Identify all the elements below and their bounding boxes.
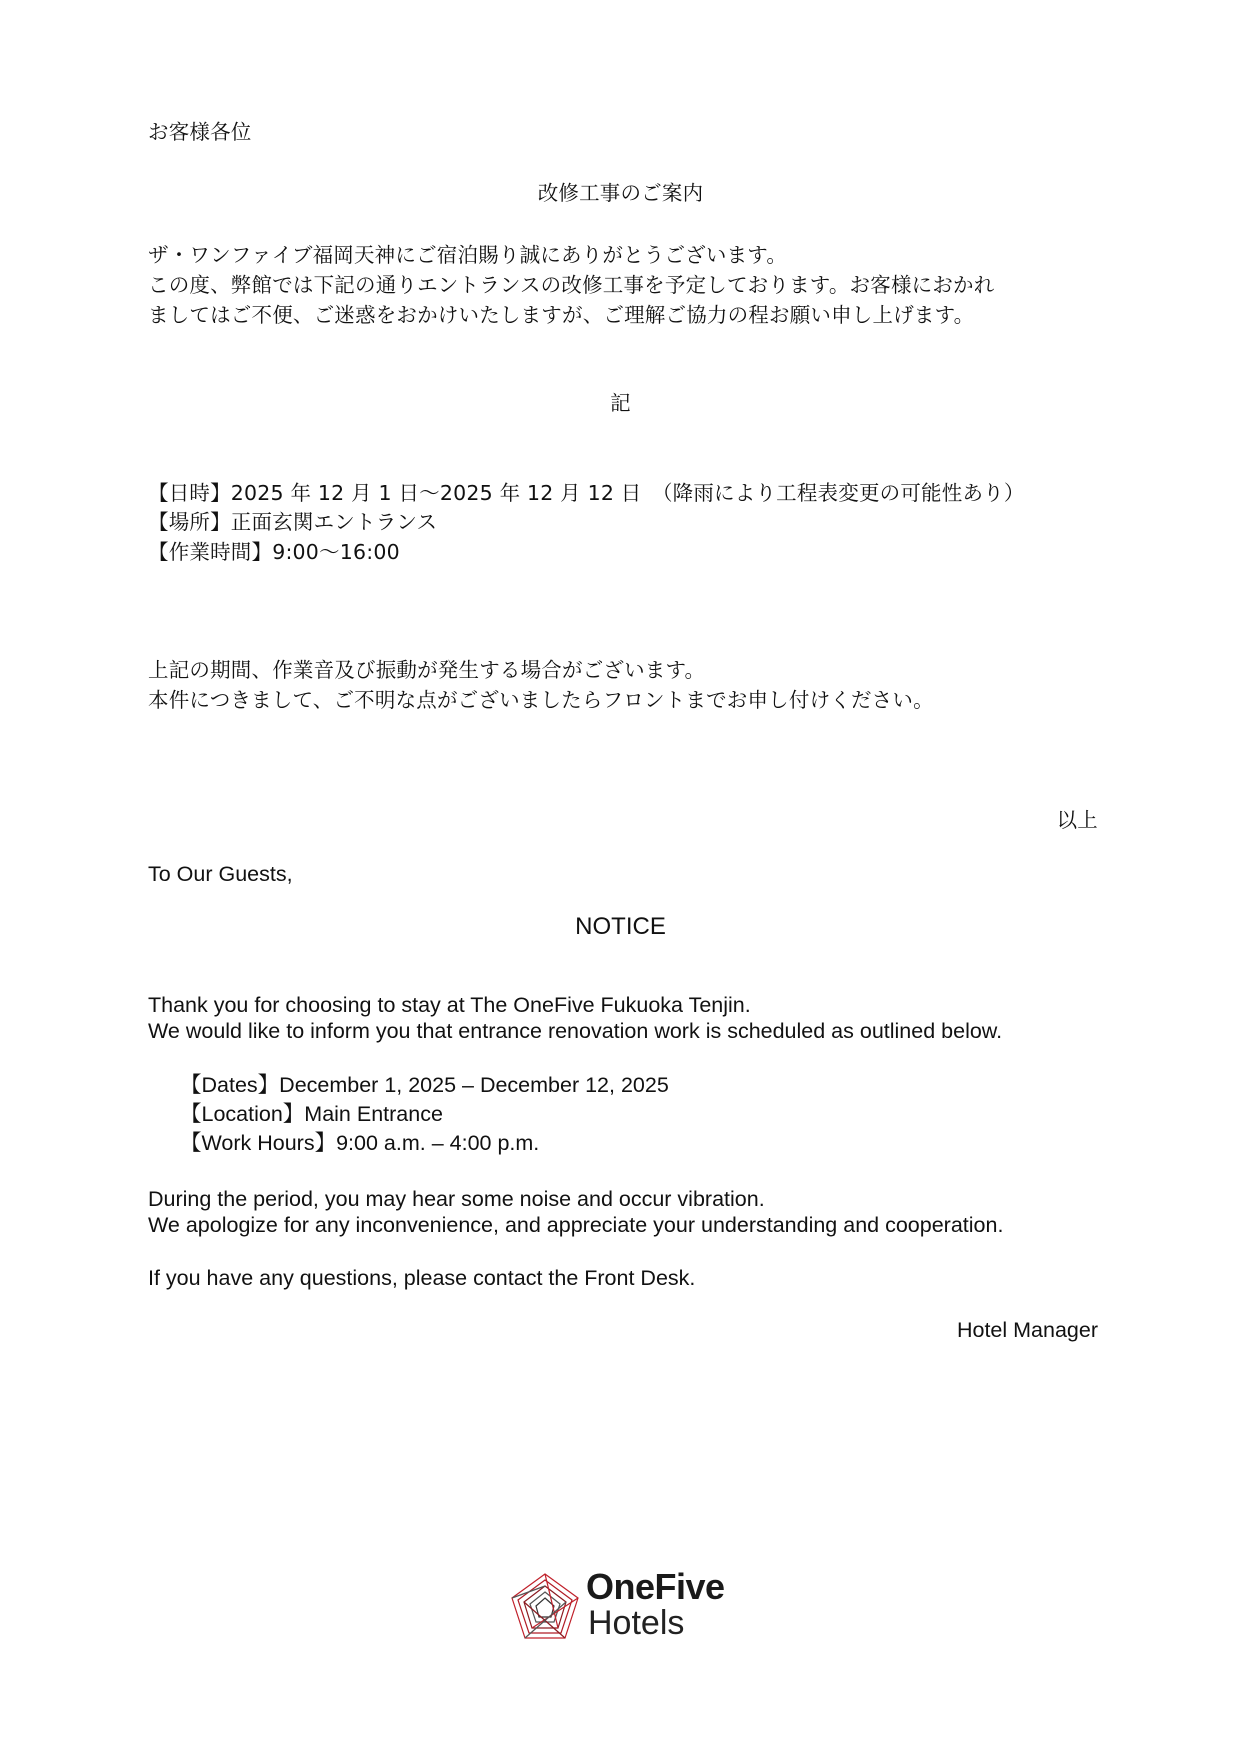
en-intro-line: We would like to inform you that entrance renovation work is scheduled as outlined below.: [148, 1019, 1003, 1043]
en-intro-line: Thank you for choosing to stay at The OneFive Fukuoka Tenjin.: [148, 993, 751, 1017]
jp-title: 改修工事のご案内: [537, 181, 704, 205]
logo-name-line1: OneFive: [586, 1566, 725, 1607]
jp-closing-line: 本件につきまして、ご不明な点がございましたらフロントまでお申し付けください。: [148, 688, 934, 712]
jp-closing-line: 上記の期間、作業音及び振動が発生する場合がございます。: [148, 658, 706, 682]
en-detail-hours: 【Work Hours】9:00 a.m. – 4:00 p.m.: [180, 1131, 540, 1155]
en-closing-line: During the period, you may hear some noise and occur vibration.: [148, 1187, 765, 1211]
logo-name-line2: Hotels: [588, 1604, 685, 1642]
en-closing-line: We apologize for any inconvenience, and appreciate your understanding and cooperation.: [148, 1213, 1004, 1237]
en-title: NOTICE: [575, 913, 666, 940]
en-detail-location: 【Location】Main Entrance: [180, 1102, 443, 1126]
jp-intro-line: ザ・ワンファイブ福岡天神にご宿泊賜り誠にありがとうございます。: [148, 243, 788, 267]
en-signature: Hotel Manager: [956, 1318, 1098, 1342]
jp-ki: 記: [610, 391, 631, 415]
en-detail-dates: 【Dates】December 1, 2025 – December 12, 2025: [180, 1073, 669, 1097]
pentagon-star-icon: [508, 1571, 582, 1643]
onefive-hotels-logo: [508, 1567, 738, 1647]
jp-ijo: 以上: [1056, 808, 1098, 832]
jp-detail-hours: 【作業時間】9:00～16:00: [148, 540, 400, 564]
jp-intro-line: この度、弊館では下記の通りエントランスの改修工事を予定しております。お客様におかれ: [148, 273, 995, 297]
jp-salutation: お客様各位: [148, 120, 252, 144]
en-contact: If you have any questions, please contact the Front Desk.: [148, 1266, 696, 1290]
jp-detail-datetime: 【日時】2025 年 12 月 1 日～2025 年 12 月 12 日 （降雨により工程表変更の可能性あり）: [148, 481, 1025, 505]
en-salutation: To Our Guests,: [148, 862, 293, 886]
jp-detail-location: 【場所】正面玄関エントランス: [148, 510, 438, 534]
jp-intro-line: ましてはご不便、ご迷惑をおかけいたしますが、ご理解ご協力の程お願い申し上げます。: [148, 303, 975, 327]
